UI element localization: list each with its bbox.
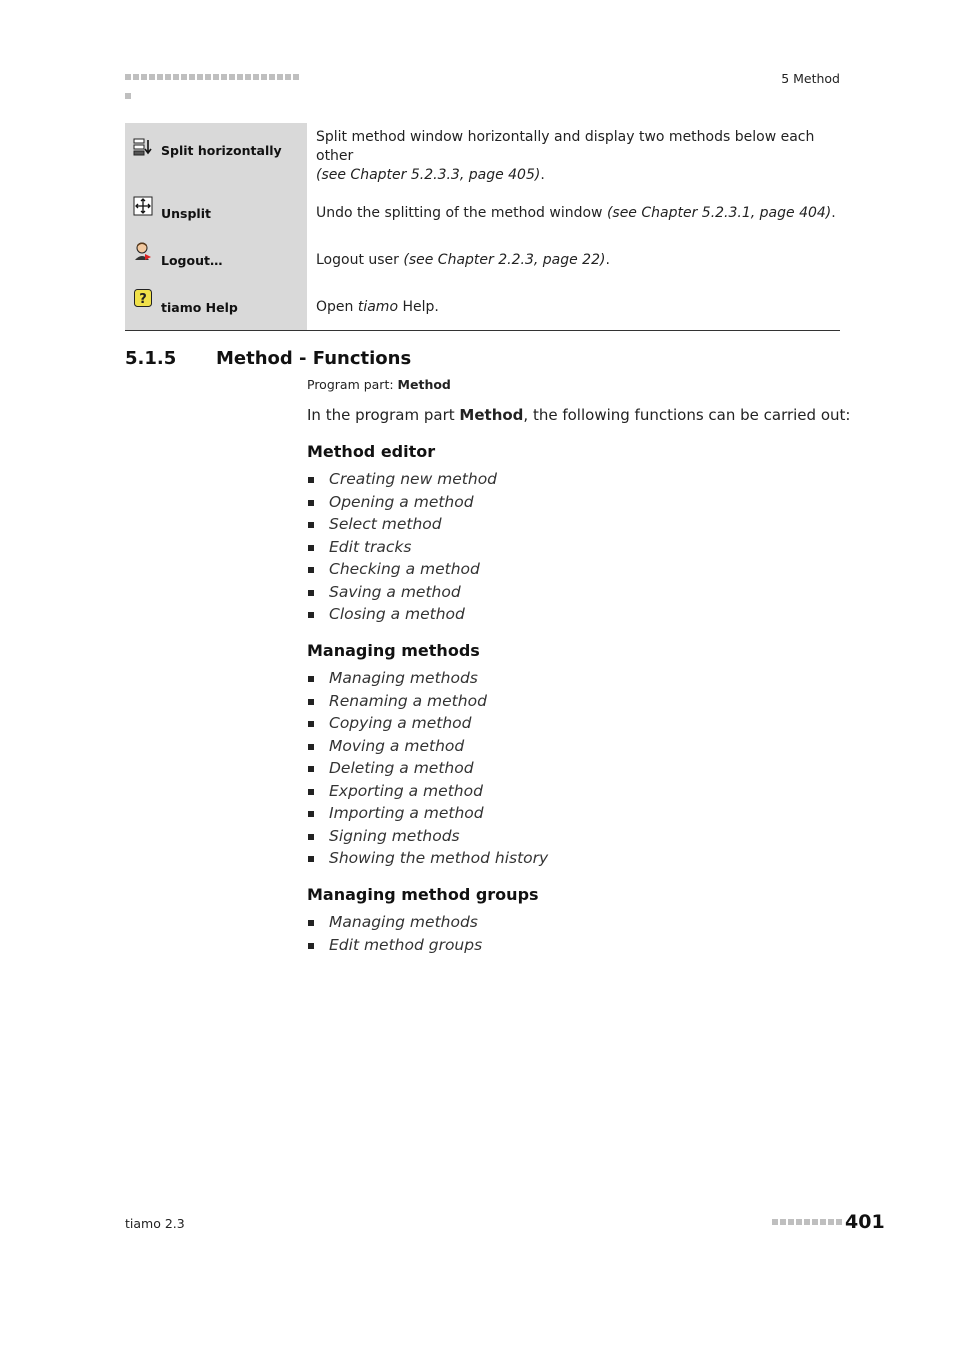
bullet-icon [308,721,314,727]
description-text: Open [316,298,358,315]
command-description [307,284,840,331]
list-item[interactable]: Exporting a method [307,780,548,803]
command-table [125,123,840,331]
command-cell [125,284,307,331]
table-row [125,123,840,190]
punctuation: . [831,205,836,221]
program-part-value: Method [397,377,451,392]
chapter-reference[interactable]: (see Chapter 5.2.3.1, page 404) [606,205,832,221]
intro-text: , the following functions can be carried out: [523,406,851,424]
list-item[interactable]: Select method [307,513,497,536]
list-item[interactable]: Saving a method [307,581,497,604]
command-description [307,237,840,284]
running-header: 5 Method [781,71,840,86]
command-cell [125,123,307,190]
bullet-icon [308,522,314,528]
list-item[interactable]: Importing a method [307,802,548,825]
table-row [125,284,840,331]
chapter-reference[interactable]: (see Chapter 2.2.3, page 22) [403,252,606,268]
list-item[interactable]: Deleting a method [307,757,548,780]
managing-methods-list [307,667,548,870]
bullet-icon [308,744,314,750]
footer-product: tiamo 2.3 [125,1216,185,1231]
intro-text: In the program part [307,406,460,424]
punctuation: . [605,252,610,268]
list-item[interactable]: Showing the method history [307,847,548,870]
header-decoration [125,74,307,82]
table-row [125,190,840,237]
bullet-icon [308,567,314,573]
bullet-icon [308,834,314,840]
bullet-icon [308,789,314,795]
command-description [307,123,840,190]
bullet-icon [308,545,314,551]
list-item[interactable]: Creating new method [307,468,497,491]
bullet-icon [308,612,314,618]
intro-paragraph [307,406,850,424]
method-editor-list [307,468,497,626]
bullet-icon [308,943,314,949]
list-item[interactable]: Checking a method [307,558,497,581]
list-item[interactable]: Edit tracks [307,536,497,559]
program-part [307,377,451,392]
section-number: 5.1.5 [125,348,177,369]
list-item[interactable]: Signing methods [307,825,548,848]
help-icon [133,288,153,308]
intro-emphasis: Method [459,406,524,424]
punctuation: . [540,167,545,183]
unsplit-icon [133,196,153,216]
bullet-icon [308,590,314,596]
command-cell [125,237,307,284]
list-item[interactable]: Opening a method [307,491,497,514]
product-name: tiamo [357,298,399,315]
bullet-icon [308,766,314,772]
list-item[interactable]: Moving a method [307,735,548,758]
managing-method-groups-list [307,911,482,956]
bullet-icon [308,920,314,926]
bullet-icon [308,811,314,817]
bullet-icon [308,676,314,682]
list-item[interactable]: Closing a method [307,603,497,626]
list-item[interactable]: Edit method groups [307,934,482,957]
command-label: Logout… [161,253,223,268]
group-title-managing-method-groups: Managing method groups [307,885,539,904]
footer-decoration [772,1219,844,1227]
group-title-managing-methods: Managing methods [307,641,480,660]
description-text: Undo the splitting of the method window [316,205,607,221]
command-label: Split horizontally [161,143,282,158]
bullet-icon [308,699,314,705]
program-part-label: Program part: [307,377,398,392]
bullet-icon [308,856,314,862]
list-item[interactable]: Managing methods [307,667,548,690]
description-text: Help. [398,298,439,315]
description-text: Logout user [316,252,404,268]
list-item[interactable]: Copying a method [307,712,548,735]
logout-icon [133,241,153,261]
list-item[interactable]: Renaming a method [307,690,548,713]
svg-text:?: ? [139,292,147,307]
command-cell [125,190,307,237]
description-text: Split method window horizontally and display two methods below each other [316,129,815,164]
section-title: Method - Functions [216,348,412,369]
table-row [125,237,840,284]
bullet-icon [308,500,314,506]
command-label: tiamo Help [161,300,238,315]
chapter-reference[interactable]: (see Chapter 5.2.3.3, page 405) [316,167,541,183]
command-label: Unsplit [161,206,211,221]
list-item[interactable]: Managing methods [307,911,482,934]
split-horizontally-icon [133,137,153,157]
command-description [307,190,840,237]
bullet-icon [308,477,314,483]
group-title-method-editor: Method editor [307,442,436,461]
page-number: 401 [845,1211,885,1233]
